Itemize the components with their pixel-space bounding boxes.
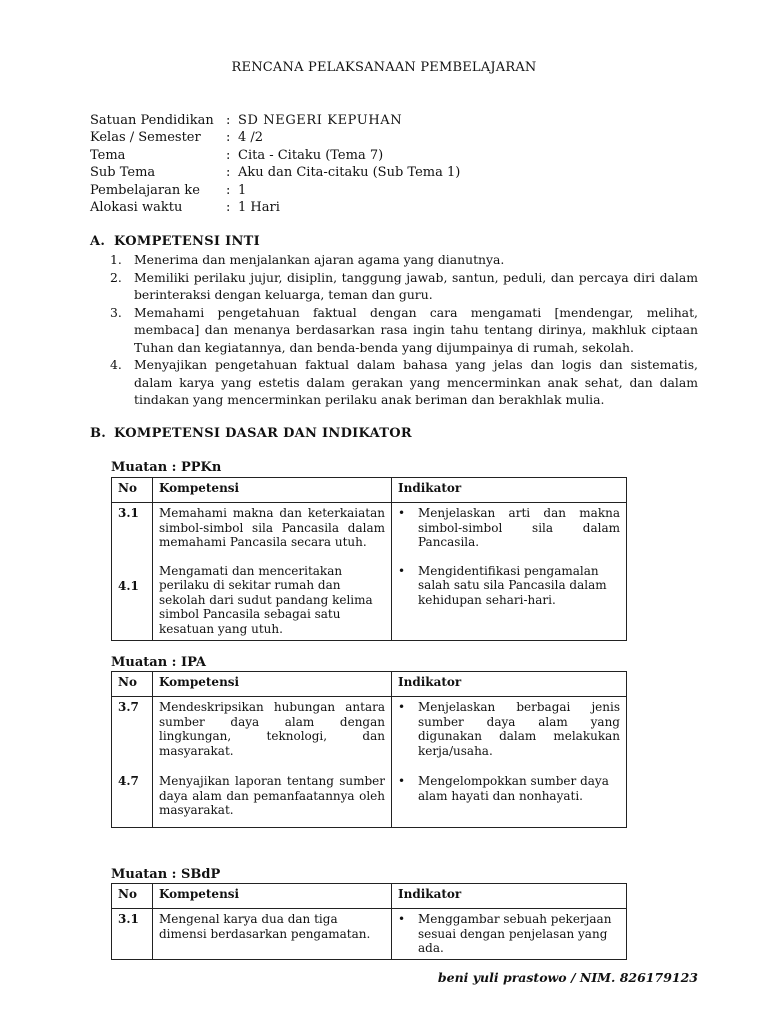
table-row [112,909,627,960]
info-value: Aku dan Cita-citaku (Sub Tema 1) [238,165,461,181]
header-kompetensi: Kompetensi [153,478,392,503]
no-cell [112,909,153,960]
indikator-text: Mengidentifikasi pengamalan salah satu sila Pancasila dalam kehidupan sehari-hari. [418,563,607,607]
muatan-label-ppkn: Muatan : PPKn [111,460,222,475]
table-header-row [112,478,627,503]
kd-number: 3.7 [118,700,139,714]
info-label: Satuan Pendidikan [90,113,214,128]
section-b-heading [90,426,412,441]
no-cell [112,503,153,641]
list-item [110,304,698,357]
indikator-item [398,912,620,956]
table-header-row [112,672,627,697]
no-cell [112,697,153,828]
info-value: SD NEGERI KEPUHAN [238,113,403,128]
section-letter: B. [90,426,107,441]
indikator-item [398,700,620,758]
info-colon: : [226,182,231,198]
bullet-icon: • [398,506,406,520]
bullet-icon: • [398,700,406,714]
indikator-item [398,506,620,550]
list-number: 1. [110,252,122,267]
info-label: Tema [90,147,126,163]
list-item [110,269,698,304]
table-ppkn [111,477,627,641]
muatan-label-ipa: Muatan : IPA [111,655,206,670]
kompetensi-cell [153,503,392,641]
info-colon: : [226,165,231,181]
list-text: Menerima dan menjalankan ajaran agama yang dianutnya. [134,252,505,267]
header-indikator: Indikator [392,672,627,697]
section-title: KOMPETENSI INTI [114,234,261,249]
list-number: 4. [110,357,122,372]
document-title: RENCANA PELAKSANAAN PEMBELAJARAN [231,60,537,75]
kd-number: 3.1 [118,912,139,926]
info-row [90,113,460,130]
kompetensi-text: Menyajikan laporan tentang sumber daya alam dan pemanfaatannya oleh masyarakat. [159,774,385,817]
info-colon: : [226,130,231,146]
kompetensi-text: Mengenal karya dua dan tiga dimensi berdasarkan pengamatan. [159,912,371,941]
info-row [90,148,460,165]
table-row [112,503,627,641]
info-colon: : [226,113,231,128]
bullet-icon: • [398,912,406,926]
indikator-item [398,564,620,608]
bullet-icon: • [398,563,406,578]
muatan-label-sbdp: Muatan : SBdP [111,867,221,882]
kompetensi-text: Mengamati dan menceritakan perilaku di sekitar rumah dan sekolah dari sudut pandang kelima simbol Pancasila sebagai satu kesatuan yang utuh. [159,563,373,636]
table-row [112,697,627,828]
kompetensi-cell [153,697,392,828]
info-value: 1 [238,182,247,198]
header-no: No [112,478,153,503]
info-value: Cita - Citaku (Tema 7) [238,147,384,163]
indikator-item [398,774,620,803]
section-letter: A. [90,234,106,249]
info-label: Kelas / Semester [90,130,201,146]
info-label: Pembelajaran ke [90,182,200,198]
header-indikator: Indikator [392,478,627,503]
header-indikator: Indikator [392,884,627,909]
indikator-text: Menjelaskan berbagai jenis sumber daya alam yang digunakan dalam melakukan kerja/usaha. [418,700,620,758]
indikator-cell [392,503,627,641]
kompetensi-inti-list [110,251,698,409]
info-label: Sub Tema [90,165,156,181]
table-header-row [112,884,627,909]
header-no: No [112,884,153,909]
table-sbdp [111,883,627,960]
info-row [90,130,460,147]
indikator-text: Menggambar sebuah pekerjaan sesuai dengan penjelasan yang ada. [418,912,612,955]
info-row [90,165,460,182]
header-kompetensi: Kompetensi [153,884,392,909]
kompetensi-text: Memahami makna dan keterkaiatan simbol-simbol sila Pancasila dalam memahami Pancasila secara utuh. [159,506,385,549]
info-row [90,200,460,217]
kd-number: 3.1 [118,506,139,520]
indikator-text: Mengelompokkan sumber daya alam hayati dan nonhayati. [418,774,609,803]
table-ipa [111,671,627,828]
list-number: 3. [110,304,122,320]
section-a-heading [90,234,260,249]
info-value: 4 /2 [238,130,264,146]
list-item [110,251,698,269]
section-title: KOMPETENSI DASAR DAN INDIKATOR [114,426,413,441]
indikator-cell [392,697,627,828]
author-footer: beni yuli prastowo / NIM. 826179123 [437,970,698,985]
indikator-cell [392,909,627,960]
list-text: Memahami pengetahuan faktual dengan cara mengamati [mendengar, melihat, membaca] dan menanya berdasarkan rasa ingin tahu tentang dirinya, makhluk ciptaan Tuhan dan kegiatannya, dan benda-benda yang dijumpainya di rumah, sekolah. [134,304,698,355]
kompetensi-cell [153,909,392,960]
kd-number: 4.7 [118,774,139,788]
info-colon: : [226,199,231,215]
list-item [110,356,698,409]
info-row [90,183,460,200]
bullet-icon: • [398,774,406,788]
identity-block [90,113,460,217]
kompetensi-text: Mendeskripsikan hubungan antara sumber daya alam dengan lingkungan, teknologi, dan masyarakat. [159,700,385,758]
info-label: Alokasi waktu [90,199,183,215]
info-colon: : [226,147,231,163]
indikator-text: Menjelaskan arti dan makna simbol-simbol sila dalam Pancasila. [418,506,620,549]
info-value: 1 Hari [238,199,280,215]
list-text: Memiliki perilaku jujur, disiplin, tanggung jawab, santun, peduli, dan percaya diri dalam berinteraksi dengan keluarga, teman dan guru. [134,269,698,302]
header-no: No [112,672,153,697]
list-text: Menyajikan pengetahuan faktual dalam bahasa yang jelas dan logis dan sistematis, dalam karya yang estetis dalam gerakan yang mencerminkan anak sehat, dan dalam tindakan yang mencerminkan perilaku anak beriman dan berakhlak mulia. [134,357,698,407]
header-kompetensi: Kompetensi [153,672,392,697]
kd-number: 4.1 [118,579,139,593]
list-number: 2. [110,269,122,285]
